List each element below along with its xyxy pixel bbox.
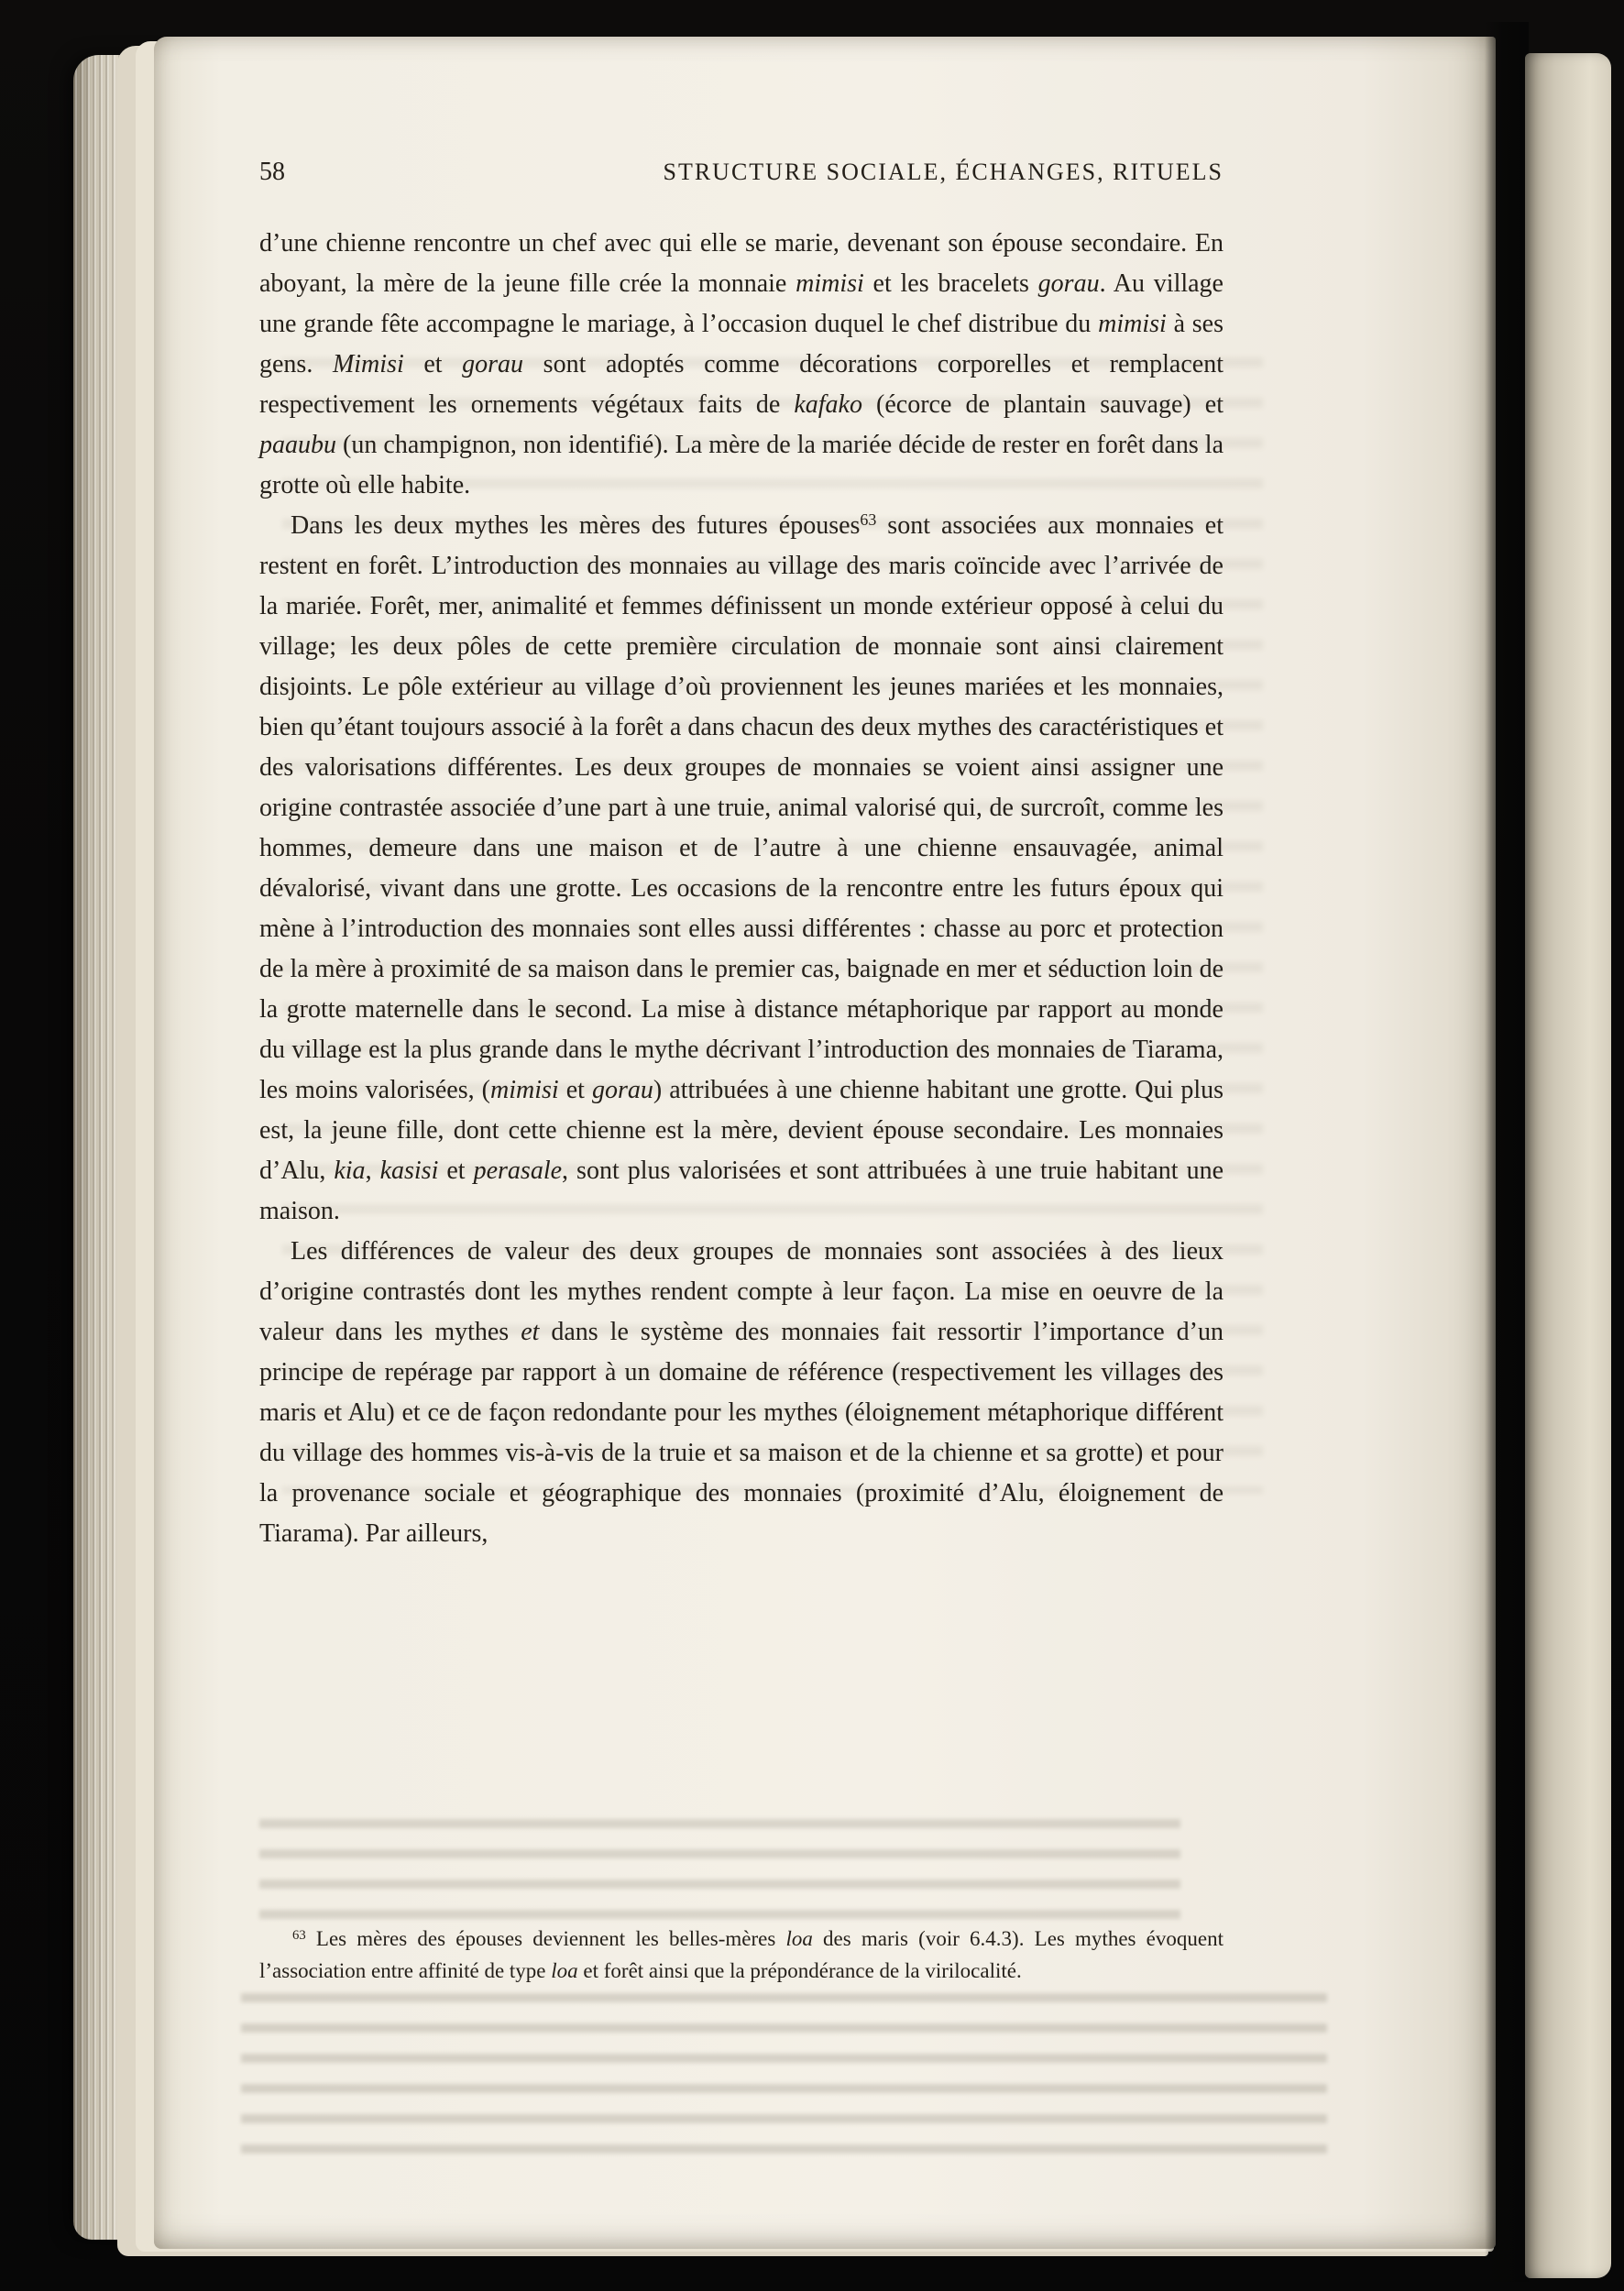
body-paragraph: Les différences de valeur des deux groupes de monnaies sont associées à des lieux d’origine contrastés dont les mythes rendent compte à leur façon. La mise en oeuvre de la valeur dans les mythes et dans le système des monnaies fait ressortir l’importance d’un principe de repérage par rapport à un domaine de référence (respectivement les villages des maris et Alu) et ce de façon redondante pour les mythes (éloignement métaphorique différent du village des hommes vis-à-vis de la truie et sa maison et de la chienne et sa grotte) et pour la provenance sociale et géographique des monnaies (proximité d’Alu, éloignement de Tiarama). Par ailleurs, [259,1237,1223,1548]
body-paragraph: Dans les deux mythes les mères des futures épouses$^{63}$ sont associées aux monnaies et restent en forêt. L’introduction des monnaies au village des maris coïncide avec l’arrivée de la mariée. Forêt, mer, animalité et femmes définissent un monde extérieur opposé à celui du village; les deux pôles de cette première circulation de monnaie sont ainsi clairement disjoints. Le pôle extérieur au village d’où proviennent les jeunes mariées et les monnaies, bien qu’étant toujours associé à la forêt a dans chacun des deux mythes des caractéristiques et des valorisations différentes. Les deux groupes de monnaies se voient ainsi assigner une origine contrastée associée d’une part à une truie, animal valorisé qui, de surcroît, comme les hommes, demeure dans une maison et de l’autre à une chienne ensauvagée, animal dévalorisé, vivant dans une grotte. Les occasions de la rencontre entre les futurs époux qui mène à l’introduction des monnaies sont elles aussi différentes : chasse au porc et protection de la mère à proximité de sa maison dans le premier cas, baignade en mer et séduction loin de la grotte maternelle dans le second. La mise à distance métaphorique par rapport au monde du village est la plus grande dans le mythe décrivant l’introduction des monnaies de Tiarama, les moins valorisées, (mimisi et gorau) attribuées à une chienne habitant une grotte. Qui plus est, la jeune fille, dont cette chienne est la mère, devient épouse secondaire. Les monnaies d’Alu, kia, kasisi et perasale, sont plus valorisées et sont attribuées à une truie habitant une maison. [259,510,1223,1225]
book-page [154,37,1496,2249]
page-number: 58 [259,158,285,186]
ink-bleedthrough [241,1993,1327,2165]
running-title: STRUCTURE SOCIALE, ÉCHANGES, RITUELS [663,159,1223,185]
extract-paragraph: d’une chienne rencontre un chef avec qui elle se marie, devenant son épouse secondaire. En aboyant, la mère de la jeune fille crée la monnaie mimisi et les bracelets gorau. Au village une grande fête accompagne le mariage, à l’occasion duquel le chef distribue du mimisi à ses gens. Mimisi et gorau sont adoptés comme décorations corporelles et remplacent respectivement les ornements végétaux faits de kafako (écorce de plantain sauvage) et paaubu (un champignon, non identifié). La mère de la mariée décide de rester en forêt dans la grotte où elle habite. [259,229,1223,499]
facing-page-edge [1525,53,1611,2278]
ink-bleedthrough [259,1819,1180,1927]
book-gutter-shadow [1485,22,1529,2282]
page-header [259,158,1223,187]
printed-content [259,158,1223,1554]
footnote: $^{63}$ Les mères des épouses deviennent les belles-mères loa des maris (voir 6.4.3). Les mythes évoquent l’association entre affinité de type loa et forêt ainsi que la prépondérance de la virilocalité. [259,1927,1223,1982]
page-body [259,224,1223,1554]
